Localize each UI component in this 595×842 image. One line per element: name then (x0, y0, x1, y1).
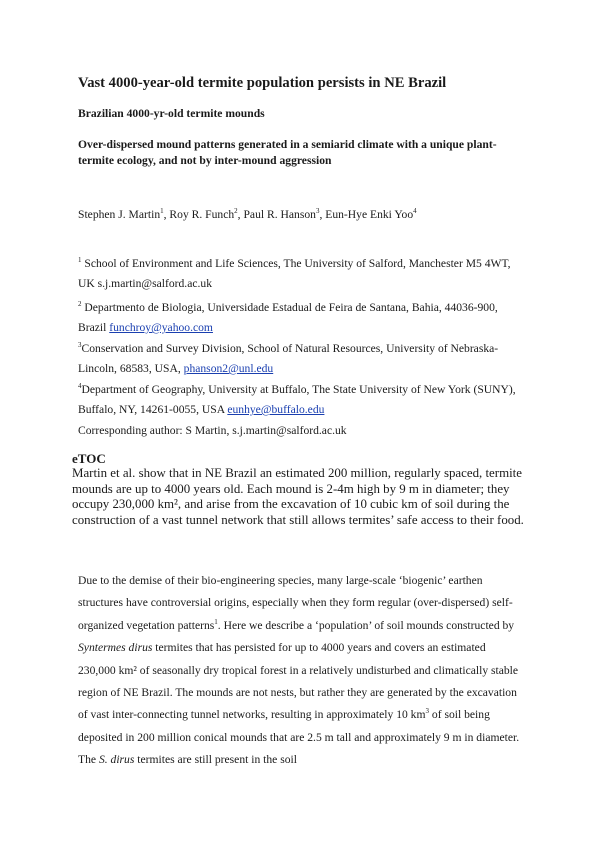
paper-subtitle: Over-dispersed mound patterns generated in a semiarid climate with a unique plant-termite ecology, and not by inter-mound aggression (78, 138, 497, 167)
body-text: of soil being deposited in 200 million conical mounds that are 2.5 m tall and approximately 9 m in diameter. The (78, 708, 520, 767)
species-name: S. dirus (98, 753, 135, 767)
email-link[interactable]: funchroy@yahoo.com (109, 321, 213, 334)
body-text: termites are still present in the soil (134, 753, 297, 767)
etoc-text: Martin et al. show that in NE Brazil an estimated 200 million, regularly spaced, termite mounds are up to 4000 years old. Each mound is 2-4m high by 9 m in diameter; they occupy 230,000 km², and arise from the excavation of 10 cubic km of soil during the construction of a vast tunnel network that still allows termites’ safe access to their food. (72, 466, 524, 527)
author-affiliation-mark: 4 (413, 207, 417, 216)
etoc-heading: eTOC (72, 451, 106, 466)
affiliation-text: Conservation and Survey Division, School of Natural Resources, University of Nebraska-Lincoln, 68583, USA, (78, 342, 499, 375)
affiliation-text: Departmento de Biologia, Universidade Estadual de Feira de Santana, Bahia, 44036-900, Brazil (78, 301, 498, 334)
paper-title: Vast 4000-year-old termite population persists in NE Brazil (78, 75, 447, 91)
body-text: Due to the demise of their bio-engineering species, many large-scale ‘biogenic’ earthen structures have controversial origins, especially when they form regular (over-dispersed) self-organized vegetation patterns (78, 574, 513, 632)
species-name: Syntermes dirus (78, 641, 153, 655)
author-affiliation-mark: 1 (160, 207, 164, 216)
affiliation-3 (78, 339, 523, 379)
author-affiliation-mark: 2 (234, 207, 238, 216)
email-link[interactable]: eunhye@buffalo.edu (227, 403, 325, 416)
author-name: Stephen J. Martin (78, 208, 161, 221)
affiliation-2 (78, 298, 523, 338)
affiliation-mark: 4 (78, 382, 82, 391)
corresponding-author: Corresponding author: S Martin, s.j.martin@salford.ac.uk (78, 424, 347, 437)
unit-exponent: 3 (425, 707, 430, 716)
affiliation-text: School of Environment and Life Sciences, The University of Salford, Manchester M5 4WT, UK s.j.martin@salford.ac.uk (78, 257, 511, 290)
author-list (78, 208, 417, 221)
author-separator: , (237, 208, 244, 221)
affiliation-4 (78, 380, 523, 420)
running-title: Brazilian 4000-yr-old termite mounds (78, 107, 265, 120)
affiliation-mark: 2 (78, 300, 82, 309)
body-text: termites that has persisted for up to 4000 years and covers an estimated 230,000 km² of seasonally dry tropical forest in a relatively undisturbed and climatically stable region of NE Brazil. The mounds are not nests, but rather they are generated by the excavation of vast inter-connecting tunnel networks, resulting in approximately 10 km (78, 641, 519, 722)
reference-mark: 1 (214, 617, 218, 626)
email-link[interactable]: phanson2@unl.edu (183, 362, 274, 375)
author-name: Roy R. Funch (169, 208, 235, 221)
affiliation-1 (78, 254, 523, 294)
body-paragraph (78, 570, 523, 772)
affiliation-mark: 3 (78, 341, 82, 350)
affiliation-text: Department of Geography, University at Buffalo, The State University of New York (SUNY), Buffalo, NY, 14261-0055, USA (78, 383, 516, 416)
author-name: Eun-Hye Enki Yoo (325, 208, 414, 221)
body-text: . Here we describe a ‘population’ of soil mounds constructed by (217, 618, 515, 632)
affiliation-mark: 1 (78, 256, 82, 265)
author-name: Paul R. Hanson (243, 208, 316, 221)
author-separator: , (319, 208, 326, 221)
author-affiliation-mark: 3 (315, 207, 320, 216)
author-separator: , (163, 208, 170, 221)
